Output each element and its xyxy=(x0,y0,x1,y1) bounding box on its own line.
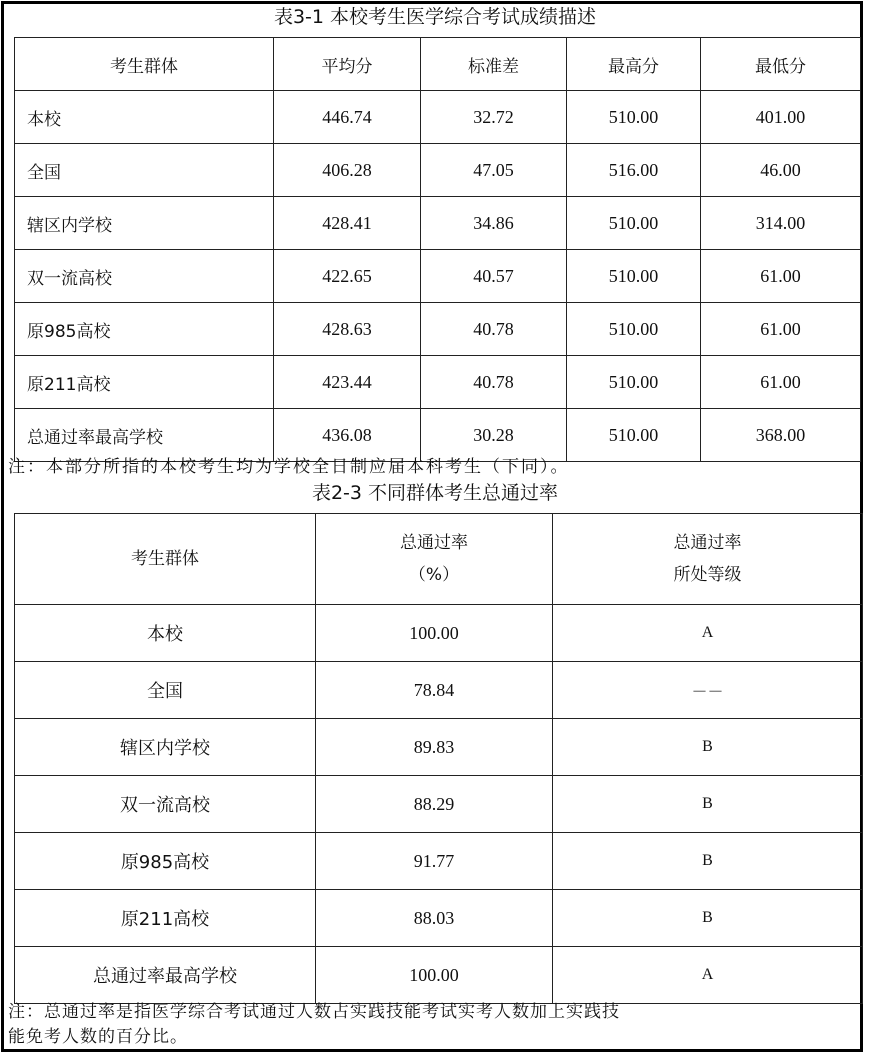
cell-group: 全国 xyxy=(15,144,274,197)
header-group xyxy=(15,514,316,605)
cell-mean: 428.41 xyxy=(274,197,421,250)
cell-stddev: 40.78 xyxy=(421,303,567,356)
cell-stddev: 34.86 xyxy=(421,197,567,250)
table-row xyxy=(15,250,861,303)
table-row xyxy=(15,605,863,662)
cell-grade: －－ xyxy=(553,662,863,719)
header-grade-line1: 总通过率 xyxy=(673,533,742,553)
header-stddev: 标准差 xyxy=(421,38,567,91)
cell-grade: B xyxy=(553,719,863,776)
cell-group: 原985高校 xyxy=(15,303,274,356)
table-row xyxy=(15,947,863,1004)
header-pass-rate-line2: （%） xyxy=(408,565,460,585)
table-row xyxy=(15,662,863,719)
cell-pass-rate: 88.29 xyxy=(316,776,553,833)
cell-mean: 422.65 xyxy=(274,250,421,303)
cell-stddev: 32.72 xyxy=(421,91,567,144)
cell-group: 原211高校 xyxy=(15,890,316,947)
cell-stddev: 40.78 xyxy=(421,356,567,409)
cell-stddev: 30.28 xyxy=(421,409,567,462)
header-pass-rate xyxy=(316,514,553,605)
cell-group: 本校 xyxy=(15,91,274,144)
cell-pass-rate: 100.00 xyxy=(316,947,553,1004)
cell-group: 本校 xyxy=(15,605,316,662)
cell-mean: 406.28 xyxy=(274,144,421,197)
cell-max: 510.00 xyxy=(567,91,701,144)
cell-group: 原211高校 xyxy=(15,356,274,409)
cell-max: 510.00 xyxy=(567,356,701,409)
cell-mean: 428.63 xyxy=(274,303,421,356)
table-row xyxy=(15,356,861,409)
cell-group: 全国 xyxy=(15,662,316,719)
table-row xyxy=(15,776,863,833)
table-row xyxy=(15,197,861,250)
header-min: 最低分 xyxy=(701,38,861,91)
cell-group: 双一流高校 xyxy=(15,776,316,833)
pass-rate-table xyxy=(14,513,863,1004)
table2-note-line2: 能免考人数的百分比。 xyxy=(8,1027,188,1047)
cell-pass-rate: 78.84 xyxy=(316,662,553,719)
table-header-row xyxy=(15,514,863,605)
cell-group: 双一流高校 xyxy=(15,250,274,303)
cell-min: 61.00 xyxy=(701,250,861,303)
cell-min: 61.00 xyxy=(701,356,861,409)
cell-group: 原985高校 xyxy=(15,833,316,890)
cell-group: 总通过率最高学校 xyxy=(15,409,274,462)
table-header-row xyxy=(15,38,861,91)
cell-mean: 423.44 xyxy=(274,356,421,409)
cell-stddev: 40.57 xyxy=(421,250,567,303)
table-row xyxy=(15,719,863,776)
header-pass-rate-line1: 总通过率 xyxy=(400,533,468,553)
header-mean: 平均分 xyxy=(274,38,421,91)
cell-pass-rate: 91.77 xyxy=(316,833,553,890)
cell-max: 510.00 xyxy=(567,250,701,303)
header-group: 考生群体 xyxy=(15,38,274,91)
cell-min: 401.00 xyxy=(701,91,861,144)
cell-pass-rate: 89.83 xyxy=(316,719,553,776)
cell-max: 516.00 xyxy=(567,144,701,197)
cell-mean: 436.08 xyxy=(274,409,421,462)
cell-max: 510.00 xyxy=(567,303,701,356)
score-table xyxy=(14,37,861,462)
header-group-label: 考生群体 xyxy=(131,549,199,569)
cell-group: 总通过率最高学校 xyxy=(15,947,316,1004)
cell-min: 368.00 xyxy=(701,409,861,462)
cell-grade: A xyxy=(553,605,863,662)
cell-stddev: 47.05 xyxy=(421,144,567,197)
table2-note-line1: 注：总通过率是指医学综合考试通过人数占实践技能考试实考人数加上实践技 xyxy=(8,1002,620,1022)
cell-group: 辖区内学校 xyxy=(15,197,274,250)
cell-min: 314.00 xyxy=(701,197,861,250)
cell-max: 510.00 xyxy=(567,409,701,462)
header-max: 最高分 xyxy=(567,38,701,91)
header-grade xyxy=(553,514,863,605)
table-row xyxy=(15,409,861,462)
table-row xyxy=(15,890,863,947)
cell-pass-rate: 100.00 xyxy=(316,605,553,662)
table-row xyxy=(15,144,861,197)
cell-min: 61.00 xyxy=(701,303,861,356)
cell-group: 辖区内学校 xyxy=(15,719,316,776)
table2-caption: 表2-3 不同群体考生总通过率 xyxy=(311,482,559,504)
table1-caption: 表3-1 本校考生医学综合考试成绩描述 xyxy=(273,6,597,28)
cell-mean: 446.74 xyxy=(274,91,421,144)
cell-min: 46.00 xyxy=(701,144,861,197)
cell-grade: B xyxy=(553,833,863,890)
table-row xyxy=(15,303,861,356)
header-grade-line2: 所处等级 xyxy=(673,565,742,585)
table1-note: 注：本部分所指的本校考生均为学校全日制应届本科考生（下同）。 xyxy=(8,457,570,477)
table-row xyxy=(15,833,863,890)
table-row xyxy=(15,91,861,144)
cell-grade: A xyxy=(553,947,863,1004)
cell-grade: B xyxy=(553,776,863,833)
cell-grade: B xyxy=(553,890,863,947)
cell-pass-rate: 88.03 xyxy=(316,890,553,947)
cell-max: 510.00 xyxy=(567,197,701,250)
